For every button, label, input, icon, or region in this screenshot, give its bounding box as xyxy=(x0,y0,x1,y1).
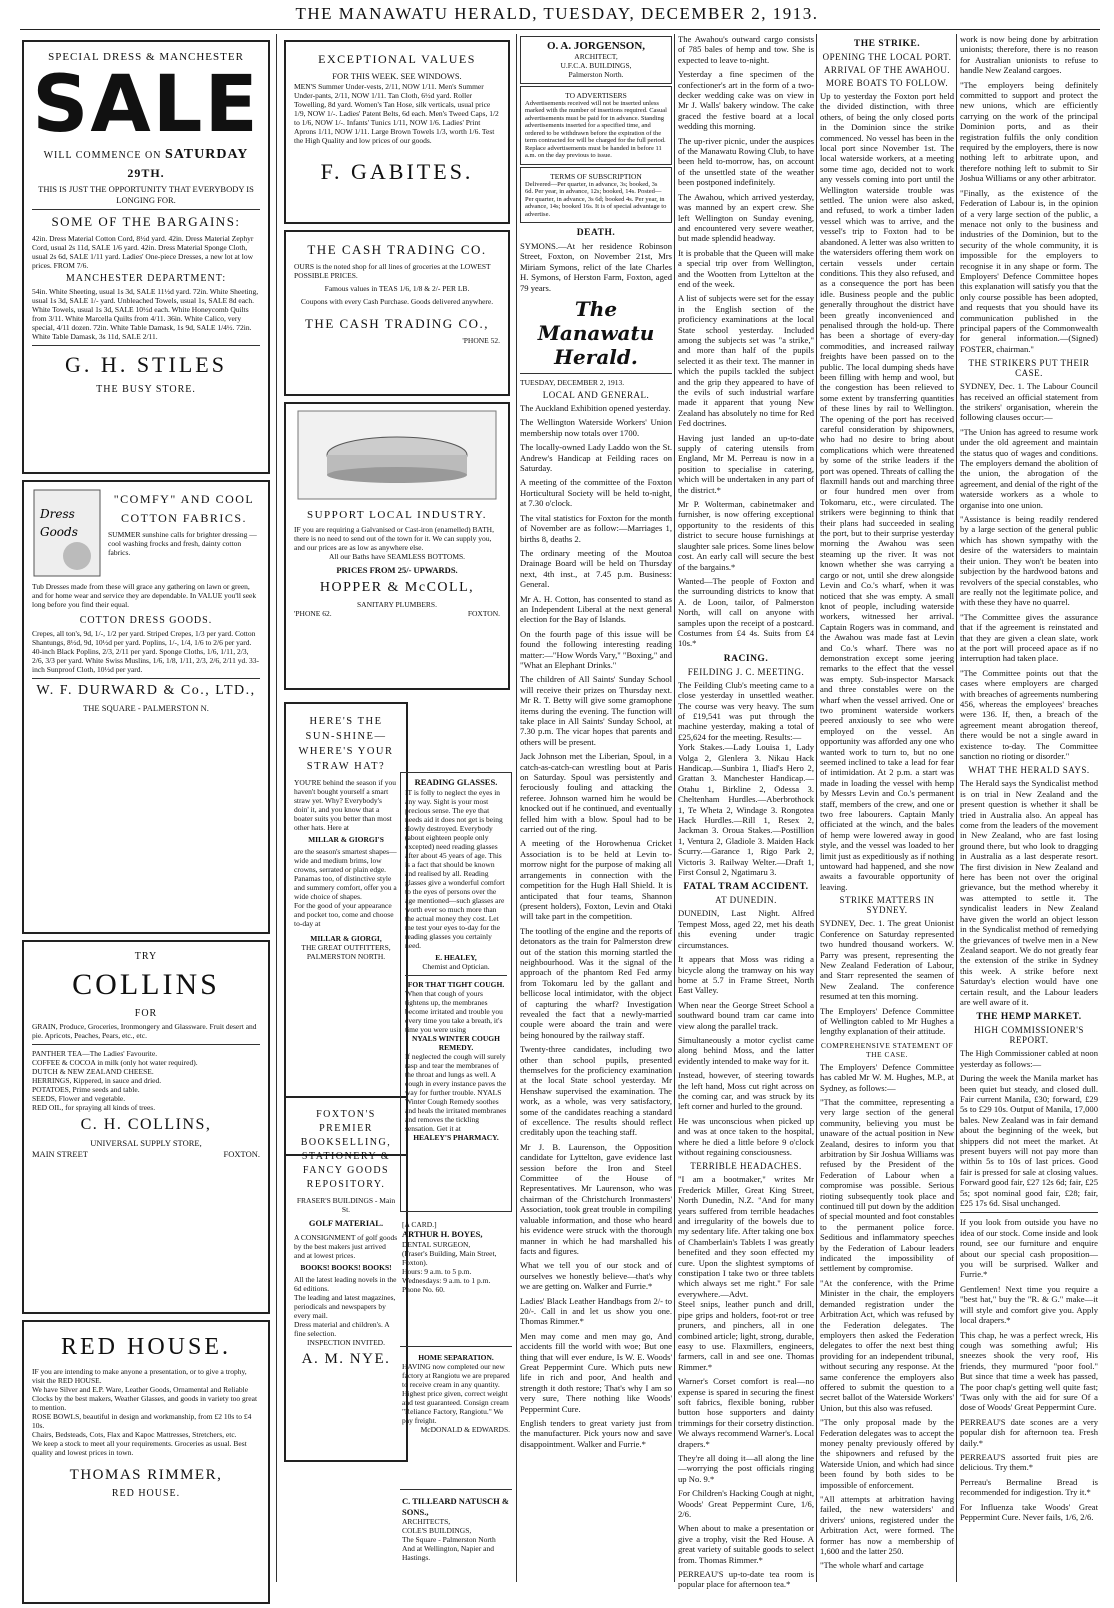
jorgenson-name: O. A. JORGENSON, xyxy=(546,40,646,52)
news-item: Steel snips, leather punch and drill, pipe grips and holders, foot-rot or tree pruners, and pinchers, all in one combined article; light, strong, durable, easy to use. Flaxmillers, engineers, farmers, call in and see one. Thomas Rimmer.* xyxy=(678,1299,814,1372)
masthead-rule xyxy=(20,29,1100,30)
sale-note: THIS IS JUST THE OPPORTUNITY THAT EVERYBODY IS LONGING FOR. xyxy=(38,184,254,205)
cough-title: FOR THAT TIGHT COUGH. xyxy=(407,979,505,989)
rimmer-advert xyxy=(22,1320,270,1604)
list-item: RED OIL, for spraying all kinds of trees. xyxy=(32,1103,156,1112)
hopper-advert xyxy=(284,402,510,690)
feilding-text: The Feilding Club's meeting came to a close yesterday in unsettled weather. The course was very heavy. The sum of £19,541 was put through the machine yesterday, making a total of £25,624 for the meeting. Results:— xyxy=(678,679,814,742)
sale-day: SATURDAY xyxy=(164,147,249,162)
news-item: "At the conference, with the Prime Minister in the chair, the employers demanded registration under the Arbitration Act, which was refused by the Federation delegates. The employers then asked the Federation delegates to offer the next best thing providing for an independent tribunal, without securing any response. At the same conference the employers also offered to submit the question to a secret ballot of the Waterside Workers' Union, but this also was refused. xyxy=(820,1277,954,1413)
cash-trading-phone: 'PHONE 52. xyxy=(462,336,500,345)
news-item: It appears that Moss was riding a bicycle along the tramway on his way home at 5.7 in Frame Street, North East Valley. xyxy=(678,954,814,996)
millar-giorgi-advert xyxy=(284,702,408,1156)
local-news xyxy=(520,403,672,1449)
hopper-title: SUPPORT LOCAL INDUSTRY. xyxy=(306,509,488,521)
teas-price: Famous values in TEAS 1/6, 1/8 & 2/- PER LB. xyxy=(324,284,470,293)
cash-trading-title: THE CASH TRADING CO. xyxy=(307,242,487,257)
news-item: The Auckland Exhibition opened yesterday. xyxy=(520,403,671,414)
news-item: The Awahou's outward cargo consists of 785 bales of hemp and tow. She is expected to leave to-night. xyxy=(678,34,814,65)
cash-trading-text: OURS is the noted shop for all lines of groceries at the LOWEST POSSIBLE PRICES. xyxy=(294,262,491,280)
news-item: Gentlemen! Next time you require a "best hat," buy the "R. & G." make—it will style and comfort give you. Apply local drapers.* xyxy=(960,1283,1098,1326)
terms-text: Delivered—Per quarter, in advance, 3s; booked, 3s 6d. Per year, in advance, 12s; booked, 14s. Posted—Per quarter, in advance, 3s 6d; booked 4s. Per year, in advance, 14s; booked 16s. It is of special advantage to advertise. xyxy=(525,180,667,218)
reading-glasses-title: READING GLASSES. xyxy=(414,777,498,787)
news-item: "All attempts at arbitration having failed, the new watersiders' and drivers' unions, registered under the Arbitration Act, were formed. The former has now a membership of 1,600 and the latter 250. xyxy=(820,1494,954,1557)
news-item: They're all doing it—all along the line—worrying the post officials ringing up No. 9.* xyxy=(678,1452,814,1484)
to-advertisers-title: TO ADVERTISERS xyxy=(565,90,627,100)
arrival-heading: ARRIVAL OF THE AWAHOU. xyxy=(823,65,951,75)
news-item: If you look from outside you have no idea of our stock. Come inside and look round, see our furniture and enquire about our special cash proposition—you will be surprised. Walker and Furrie.* xyxy=(960,1217,1098,1280)
svg-text:Dress: Dress xyxy=(40,507,75,521)
hopper-name: HOPPER & McCOLL, xyxy=(319,579,475,595)
millar-text-3: Panamas too, of distinctive style and summery comfort, offer you a wide choice of shapes. xyxy=(294,874,397,901)
news-item: A meeting of the committee of the Foxton Horticultural Society will be held to-night, at 7.30 o'clock. xyxy=(520,477,672,509)
rimmer-text-2: We have Silver and E.P. Ware, Leather Goods, Ornamental and Reliable Clocks by the best makers, Weather Glasses, and goods in variety too great to mention. xyxy=(32,1385,258,1412)
nye-text-4: Dress material and children's. A fine selection. xyxy=(294,1319,390,1338)
nye-text-1: A CONSIGNMENT of golf goods by the best makers just arrived and at lowest prices. xyxy=(294,1232,398,1260)
news-item: The Awahou, which arrived yesterday, was manned by an expert crew. She left Wellington on Sunday evening, and encountered very severe weather, but made splendid headway. xyxy=(678,191,814,244)
manchester-heading: MANCHESTER DEPARTMENT: xyxy=(65,273,227,284)
nye-title: FOXTON'S PREMIER BOOKSELLING, STATIONERY & FANCY GOODS REPOSITORY. xyxy=(300,1109,392,1190)
column-6 xyxy=(820,34,954,1584)
millar-name-2: MILLAR & GIORGI, xyxy=(310,934,382,943)
race-results: York Stakes.—Lady Louisa 1, Lady Volga 2, Glenlera 3. Nikau Hack Handicap.—Sunbira 1, Iliad's Hero 2, Grattan 3. Manchester Handicap.—Otahu 1, Birkline 2, Odessa 3. Cheltenham Hurdles.—Aberbrothock 1, Te Wheta 2, Windage 3. Rongotea Hack Hurdles.—Rill 1, Resex 2, Jackman 3. Oroua Stakes.—Postillion 1, Ventura 2, Gladiole 3. Maiden Hack Scurry.—Garance 1, Rigo Park 2, Victoris 3. Railway Welter.—Draft 1, First Consul 2, Ngatimaru 3. xyxy=(678,742,814,878)
column-rule xyxy=(674,34,675,1582)
news-item: The High Commissioner cabled at noon yesterday as follows:— xyxy=(960,1048,1098,1069)
healey-text-3: If neglected the cough will surely rasp and tear the membranes of the throat and lungs as well. A cough in every instance paves the way for further trouble. NYALS Winter Cough Remedy soothes and heals the irritated membranes and removes the tickling sensation. Get it at xyxy=(405,1051,507,1133)
news-item: Mr A. H. Cotton, has consented to stand as an Independent Liberal at the next general election for the Bay of Islands. xyxy=(520,593,672,625)
death-notice: SYMONS.—At her residence Robinson Street, Foxton, on November 21st, Mrs Miriam Symons, relict of the late Charles H. Symons, of Herston Farm, Foxton, aged 79 years. xyxy=(520,241,672,293)
collins-firm: C. H. COLLINS, xyxy=(80,1116,212,1133)
news-item: "Finally, as the existence of the Federation of Labour is, in the opinion of a very large section of the public, a menace not only to the business and industries of the Dominion, but to the security of the whole community, it is impossible for the employers to recognise it in any shape or form. The Employers' Defence Committee hopes this explanation will satisfy you that the only course possible has been adopted, and requests that you should have its communication published in the principal papers of the Commonwealth for general information.—(Signed) FOSTER, chairman." xyxy=(960,187,1098,354)
home-separation-title: HOME SEPARATION. xyxy=(418,1353,494,1362)
tillard-advert xyxy=(400,1494,512,1608)
news-item: The Wellington Waterside Workers' Union membership now totals over 1700. xyxy=(520,417,672,438)
news-item: Yesterday a fine specimen of the confectioner's art in the form of a two-decker wedding cake was on view in Mr J. Walls' bakery window. The cake graced the festive board at a local wedding this morning. xyxy=(678,69,814,132)
column-1 xyxy=(18,34,274,1584)
news-item: Having just landed an up-to-date supply of catering utensils from England, Mr M. Perreau is now in a position to specialise in catering, which will be undertaken in any part of the district.* xyxy=(678,432,814,495)
strike-story: Up to yesterday the Foxton port held the divided distinction, with three others, of being the only closed ports in the Dominion since the strike commenced. No vessel has been in the local port since November 1st. The local waterside workers, at a meeting some time ago, decided not to work any vessels coming into port until the Wellington waterside trouble was settled. The union were also asked, and refused, to work a timber laden vessel which was to arrive, and the vessel's trip to Foxton had to be abandoned. A letter was also written to the watersiders offering them work on certain vessels under certain conditions. This they also refused, and as a consequence the port has been idle. Business people and the public generally throughout the district have been greatly inconvenienced and penalised through the hold-up. There has been a shortage of every-day commodities, and increased railway freights have been passed on to the public. The local dumping sheds have been filling with hemp and wool, but the congestion has been relieved to some extent by transferring quantities of these lines by rail to Wellington. The opening of the port has received careful consideration by shipowners, who had no desire to bring about complications which were threatened by some of the strike leaders if the port was opened. Threats of calling the flaxmill hands out and marching three or four hundred men over from Tokomaru, etc., were circulated. The strikers were beginning to think that their plans had succeeded in sealing the port, but to their surprise yesterday morning the Awahou was seen steaming up the river. It was not known whether she was carrying a cargo or not, until she drew alongside Levin and Co.'s wharf, when it was noticed that she was empty. A small knot of people, including waterside workers, witnessed her arrival. Captain Rogers was in command, and the Awahou was made fast at Levin and Co.'s wharf. There was no demonstration except some jeering remarks to the effect that the vessel was empty. Sub-inspector Marsack and three constables were on the wharf when the vessel arrived. One or two prominent waterside workers peered anxiously to see who were employed on the vessel. An opportunity was afforded any one who wanted work to turn to, but no one seemed inclined to take a lead for fear of intimidation. At 2 p.m. a start was made in loading the vessel with hemp by Messrs Levin and Co.'s permanent staff, members of the crew, and one or two free labourers. Captain Manly officiated at the winch, and the bales of hemp were lowered away in good style, and the vessel was loaded to her limit just as expeditiously as if nothing untoward had happened, and she now awaits a favourable opportunity of leaving. xyxy=(820,91,954,892)
news-item: Instead, however, of steering towards the left hand, Moss cut right across on the coming car, and was struck by its left corner and hurled to the ground. xyxy=(678,1070,814,1112)
news-item: The children of All Saints' Sunday School will receive their prizes on Thursday next. Mr R. T. Betty will give some gramophone items during the evening. The function will take place in All Saints' Sunday School, at 7.30 p.m. The vicar hopes that parents and others will be present. xyxy=(520,674,672,747)
cotton-goods-heading: COTTON DRESS GOODS. xyxy=(79,615,213,626)
sydney-strike-story xyxy=(820,918,954,1036)
column-rule xyxy=(276,34,277,1582)
news-item: A meeting of the Horowhenua Cricket Association is to be held at Levin to-morrow night for the purpose of making all arrangements in connection with the competition for the Hugh Hall Shield. It is anticipated that four teams, Shannon (present holders), Foxton, Levin and Otaki will take part in the competition. xyxy=(520,838,672,922)
dress-goods-illustration-icon xyxy=(32,488,102,578)
news-item: He was unconscious when picked up and was at once taken to the hospital, where he died a little before 9 o'clock without regaining consciousness. xyxy=(678,1115,814,1157)
news-item: When near the George Street School a southward bound tram car came into view along the parallel track. xyxy=(678,999,814,1031)
news-item: "That the committee, representing a very large section of the general community, believing you must be unaware of the actual position in New Zealand, desires to inform you that arbitration by Sir Joshua Williams was refused by the President of the Federation of Labour when a compromise was possible. Serious rioting subsequently took place and continued till put down by the addition of special mounted and foot constables to the permanent police force. Seditious and inflammatory speeches by the Federation of Labour leaders indicated the impossibility of settlement by compromise. xyxy=(820,1096,954,1274)
gabites-text: MEN'S Summer Under-vests, 2/11, NOW 1/11. Men's Summer Under-pants, 2/11, NOW 1/11. Tan Cloth, 6½d yard. Roller Towelling, 8d yard. Women's Tan Hose, silk verticals, usual price 1/9, NOW 1/-. Ladies' Patent Belts, 6d each. Men's Tweed Caps, 1/2 to 1/6, NOW 1/-. Infants' Tunics 1/11, NOW 1/6. Ladies' Print Aprons 1/11, NOW 1/11. Large Brown Towels 1/3, worth 1/6. Test the High Quality and low prices of our goods. xyxy=(294,81,499,145)
bath-illustration-icon xyxy=(297,410,497,500)
cotton-goods-list: Crepes, all ton's, 9d, 1/-, 1/2 per yard. Striped Crepes, 1/3 per yard. Cotton Shantungs, 8½d, 9d, 10½d per yard. Poplins, 1/-, 1/4, 1/6 to 2/6 per yard. 40-inch Black Poplins, 2/3, 2/11 per yard. Sponge Cloths, 1/6, 1/11, 2/3, 2/6, 3/3 per yard. White Swiss Muslins, 1/6, 1/8, 1/11, 2/3, 2/6, 2/11 yd. 33-inch Sunproof Cloth, 10½d per yard. xyxy=(32,629,260,674)
strike-heading: THE STRIKE. xyxy=(853,39,921,49)
list-item: POTATOES, Prime seeds and table. xyxy=(32,1085,140,1094)
healey-trade: Chemist and Optician. xyxy=(422,961,490,971)
millar-outfitters: THE GREAT OUTFITTERS, xyxy=(301,943,391,952)
durward-advert xyxy=(22,480,270,934)
hopper-text-2: All our Baths have SEAMLESS BOTTOMS. xyxy=(328,552,466,561)
jorgenson-advert xyxy=(520,36,672,84)
hemp-market-heading: THE HEMP MARKET. xyxy=(976,1012,1082,1023)
to-advertisers-text: Advertisements received will not be inserted unless marked with the number of insertions required. Casual advertisements must be paid for in advance. Standing advertisements inserted for a specified time, and ordered to be withdrawn before the expiration of the term contracted for will be charged for the full period. Replace advertisements must be handed in before 11 a.m. on the day previous to issue. xyxy=(525,99,667,159)
boyes-hours: Hours: 9 a.m. to 5 p.m. Wednesdays: 9 a.m. to 1 p.m. xyxy=(402,1266,491,1285)
collins-town: FOXTON. xyxy=(223,1148,260,1159)
local-general-heading: LOCAL AND GENERAL. xyxy=(542,390,650,401)
issue-date: TUESDAY, DECEMBER 2, 1913. xyxy=(520,378,625,388)
inspection-invited: INSPECTION INVITED. xyxy=(307,1337,385,1347)
hopper-phone: 'PHONE 62. xyxy=(294,608,332,618)
news-item: "Assistance is being readily rendered by a large section of the general public which has shown sympathy with the desire of the watersiders to maintain their union. They won't be beaten into subjection by the hardwood batons and revolvers of the special constables, who are really not the legitimate police, and with these they have no quarrel. xyxy=(960,514,1098,608)
mcdonald-advert xyxy=(400,1351,512,1485)
news-item: "The only proposal made by the Federation delegates was to accept the money penalty previously offered by the shipowners and refused by the Waterside Union, and which had since been found by both sides to be impossible of enforcement. xyxy=(820,1417,954,1490)
herald-title: The Manawatu Herald. xyxy=(537,297,655,370)
nye-name: A. M. NYE. xyxy=(301,1350,391,1367)
column-rule xyxy=(516,34,517,1582)
jorgenson-building: U.F.C.A. BUILDINGS, xyxy=(560,60,632,70)
list-item: HERRINGS, Kippered, in sauce and dried. xyxy=(32,1076,162,1085)
news-item: "The whole wharf and cartage xyxy=(820,1560,924,1571)
news-item: It is probable that the Queen will make a special trip over from Wellington, and the Wootten from Lyttelton at the end of the week. xyxy=(678,247,814,289)
racing-heading: RACING. xyxy=(723,653,769,664)
news-item: SYDNEY, Dec. 1. The Labour Council has received an official statement from the strikers' organisation, wherein the following clauses occur:— xyxy=(960,381,1098,423)
boyes-name: ARTHUR H. BOYES, xyxy=(402,1229,483,1239)
golf-heading: GOLF MATERIAL. xyxy=(308,1218,384,1228)
healey-column xyxy=(400,772,512,1608)
news-item: The locally-owned Lady Laddo won the St. Andrew's Handicap at Feilding races on Saturday. xyxy=(520,442,672,474)
healey-advert xyxy=(400,772,512,1212)
shipping-news xyxy=(678,34,814,649)
tram-accident-story xyxy=(678,908,814,1157)
strikers-heading: THE STRIKERS PUT THEIR CASE. xyxy=(968,358,1090,379)
death-heading: DEATH. xyxy=(576,228,616,238)
collins-name: COLLINS xyxy=(72,968,220,1001)
rimmer-text-3: ROSE BOWLS, beautiful in design and workmanship, from £2 10s to £4 10s. xyxy=(32,1412,252,1430)
for-text: FOR xyxy=(134,1008,158,1019)
boyes-trade: DENTAL SURGEON, xyxy=(402,1239,471,1249)
remedy-name: NYALS WINTER COUGH REMEDY. xyxy=(412,1033,500,1052)
column-5-ads xyxy=(678,1299,814,1590)
news-item: Mr J. B. Laurenson, the Opposition candidate for Lyttelton, gave evidence last session before the Iron and Steel Committee of the House of Representatives. Mr Laurenson, who was chairman of the Christchurch Ironmasters' Association, took great trouble in compiling valuable information, and those who heard his evidence were struck with the thorough manner in which he had marshalled his facts and figures. xyxy=(520,1141,672,1256)
millar-town: PALMERSTON NORTH. xyxy=(306,952,386,961)
healey-pharmacy: HEALEY'S PHARMACY. xyxy=(413,1132,499,1142)
strikers-story xyxy=(960,381,1098,761)
durward-title-1: "COMFY" AND COOL xyxy=(113,492,255,506)
news-item: The up-river picnic, under the auspices of the Manawatu Rowing Club, to have been held to-morrow, has, on account of the unsettled state of the weather been postponed indefinitely. xyxy=(678,135,814,188)
coupons-text: Coupons with every Cash Purchase. Goods delivered anywhere. xyxy=(300,297,494,306)
tillard-name: C. TILLEARD NATUSCH & SONS., xyxy=(402,1496,509,1517)
millar-text-4: For the good of your appearance and pocket too, come and choose to-day at xyxy=(294,901,394,928)
svg-text:Goods: Goods xyxy=(40,525,78,539)
news-item: Warner's Corset comfort is real—no expense is spared in securing the finest soft fabrics, flexible boning, rubber button hose supporters and dainty trimmings for their corsetry distinction. We always recommend Warner's. Local drapers.* xyxy=(678,1376,814,1449)
terms-title: TERMS OF SUBSCRIPTION xyxy=(550,171,642,181)
hemp-market-story xyxy=(960,1048,1098,1208)
millar-title: HERE'S THE SUN-SHINE— WHERE'S YOUR STRAW HAT? xyxy=(298,716,394,772)
masthead: THE MANAWATU HERALD, TUESDAY, DECEMBER 2, 1913. xyxy=(295,4,819,23)
collins-item-list xyxy=(32,1049,260,1112)
healey-text-1: IT is folly to neglect the eyes in any way. Sight is your most precious sense. The eye that needs aid it does not get is being slowly destroyed. Everybody (about eighteen people only excepted) need reading glasses after about 45 years of age. This is a fact that should be known and realised by all. Reading glasses give a wonderful comfort to the eyes of persons over the age mentioned—such glasses are worth ever so much more than the actual money they cost. Let me test your eyes to-day for the reading glasses you certainly need. xyxy=(405,787,505,950)
healey-text-2: When that cough of yours tightens up, the membranes become irritated and trouble you every time you take a breath, it's time you were using xyxy=(405,988,503,1034)
collins-advert xyxy=(22,940,270,1314)
durward-text-2: Tub Dresses made from these will grace any gathering on lawn or green, and for home wear and service they are dependable. In VALUE you'll seek long before you find their equal. xyxy=(32,582,257,609)
news-item: The vital statistics for Foxton for the month of November are as follow:—Marriages 1, births 8, deaths 2. xyxy=(520,512,672,544)
durward-title-2: COTTON FABRICS. xyxy=(120,511,248,525)
news-item: Ladies' Black Leather Handbags from 2/- to 20/-. Call in and let us show you one. Thomas Rimmer.* xyxy=(520,1295,672,1327)
column-4 xyxy=(520,34,672,1584)
headaches-heading: TERRIBLE HEADACHES. xyxy=(690,1161,802,1172)
gabites-advert xyxy=(284,40,510,224)
news-item: During the week the Manila market has been quiet but steady, and closed dull. Fair current Manila, £30; forward, £29 5s to £29 10s. Output of Manila, 17,000 bales. New Zealand was in fair demand about the beginning of the week, but shippers did not meet the market. At present buyers will not pay more than within 5s to 10s of last prices. Good fair is pressed for sale at closing values. Forward good fair, £27 12s 6d; fair, £25 5s; spot nominal good fair, £28; fair, £25 17s 6d. Sisal unchanged. xyxy=(960,1073,1098,1209)
news-item: On the fourth page of this issue will be found the following interesting reading matter:—"How Words Vary," "Boxing," and "What an Elephant Drinks." xyxy=(520,628,672,670)
rimmer-house: RED HOUSE. xyxy=(111,1488,181,1499)
news-item: work is now being done by arbitration unionists; therefore, there is no reason for Australian unionists to refuse to handle New Zealand cargoes. xyxy=(960,34,1098,76)
sale-headline: SALE xyxy=(32,60,260,150)
opening-port-heading: OPENING THE LOCAL PORT. xyxy=(822,52,952,62)
subscription-terms xyxy=(520,167,672,224)
manchester-list: 54in. White Sheeting, usual 1s 3d, SALE 11½d yard. 72in. White Sheeting, usual 1s 3d, SALE 1/- yard. Unbleached Towels, usual 1s, SALE 8d each. White Towels, usual 1s 3d, SALE 10½d each. White Honeycomb Quilts from 3/11. White Marcella Quilts from 4/11. 36in. White Calico, very special, 4/11 dozen. 72in. White Table Damask, 1s 9d, SALE 1/4½. 72in. White Table Damask, 3s 11d, SALE 2/11. xyxy=(32,287,259,341)
news-item: Simultaneously a motor cyclist came along behind Moss, and the latter evidently intended to make way for it. xyxy=(678,1034,814,1066)
news-item: PERREAU'S up-to-date tea room is popular place for afternoon tea.* xyxy=(678,1569,814,1590)
healey-name: E. HEALEY, xyxy=(435,952,477,962)
column-rule xyxy=(956,34,957,1582)
news-item: "The employers being definitely committed to support and protect the new unions, which are efficiently carrying on the work of the principal Dominion ports, and as their registration fulfils the only condition required by the employers, there is now nothing left to arbitrate upon, and therefore nothing left to submit to Sir Joshua Williams or any other arbitrator. xyxy=(960,79,1098,184)
feilding-heading: FEILDING J. C. MEETING. xyxy=(687,666,805,677)
news-item: This chap, he was a perfect wreck, His cough was something awful; His sneezes shook the very roof, His friends, they murmured "poor fool." But since that time a week has passed, The poor chap's getting well quite fast; 'Twas only with the aid for sure Of a dose of Woods' Great Peppermint Cure. xyxy=(960,1329,1098,1413)
gabites-name: F. GABITES. xyxy=(320,158,474,184)
collins-store: UNIVERSAL SUPPLY STORE, xyxy=(90,1138,202,1148)
sydney-strike-heading: STRIKE MATTERS IN SYDNEY. xyxy=(839,895,935,916)
millar-text-1: YOU'RE behind the season if you haven't bought yourself a smart straw yet. Why? Everybody's doin' it, and you know that a boater suits you better than most other hats. Here at xyxy=(294,778,396,832)
commence-text: WILL COMMENCE ON xyxy=(43,150,162,161)
news-item: The Employers' Defence Committee of Wellington cabled to Mr Hughes a lengthy explanation of their attitude. xyxy=(820,1005,954,1037)
jorgenson-trade: ARCHITECT, xyxy=(574,51,618,61)
nye-advert xyxy=(284,1096,408,1462)
sale-date: 29TH. xyxy=(127,166,165,180)
tillard-building: COLE'S BUILDINGS, xyxy=(402,1526,472,1535)
tillard-trade: ARCHITECTS, xyxy=(402,1517,451,1526)
red-house-title: RED HOUSE. xyxy=(60,1334,231,1360)
tillard-location: The Square - Palmerston North xyxy=(402,1535,496,1544)
tillard-also: And at Wellington, Napier and Hastings. xyxy=(402,1544,494,1562)
news-item: "The Committee gives the assurance that if the agreement is reinstated and that they are given a clean slate, work at the port will proceed apace as if no interruption had taken place. xyxy=(960,611,1098,664)
news-item: SYDNEY, Dec. 1. The great Unionist Conference on Saturday represented two hundred thousand workers. W. Parry was present, representing the New Zealand Federation of Labour, and Starr represented the seamen of New Zealand. The conference resumed at ten this morning. xyxy=(820,918,954,1002)
rimmer-name: THOMAS RIMMER, xyxy=(69,1467,223,1483)
news-item: Twenty-three candidates, including two other than school pupils, presented themselves for the proficiency examination at the local State school yesterday. Mr Henshaw supervised the examination. The work, as a whole, was very satisfactory, some of the candidates reaching a standard of excellence. The results should reflect creditably upon the teaching staff. xyxy=(520,1044,672,1138)
boyes-phone: Phone No. 60. xyxy=(402,1284,445,1294)
try-text: TRY xyxy=(134,951,158,962)
high-commissioner-heading: HIGH COMMISSIONER'S REPORT. xyxy=(974,1025,1084,1046)
rimmer-text-5: We keep a stock to meet all your requirements. Groceries as usual. Best quality and lowest prices in town. xyxy=(32,1439,247,1457)
bargains-heading: SOME OF THE BARGAINS: xyxy=(51,214,241,229)
millar-text-2: are the season's smartest shapes—wide and medium brims, low crowns, serrated or plain edge. xyxy=(294,847,397,874)
nye-text-2: All the latest leading novels in the 6d editions. xyxy=(294,1274,397,1293)
durward-name: W. F. DURWARD & Co., LTD., xyxy=(36,683,256,698)
hopper-town: FOXTON. xyxy=(467,608,500,618)
hopper-text: IF you are requiring a Galvanised or Cast-iron (enamelled) BATH, there is no need to send out of the town for it. We can supply you, and our prices are as low as anywhere else. xyxy=(294,525,494,552)
news-item: When about to make a presentation or give a trophy, visit the Red House. A great variety of suitable goods to select from. Thomas Rimmer.* xyxy=(678,1523,814,1565)
news-item: DUNEDIN, Last Night. Alfred Tempest Moss, aged 22, met his death this evening under tragic circumstances. xyxy=(678,908,814,950)
news-item: The ordinary meeting of the Moutoa Drainage Board will be held on Thursday next, 4th inst., at 7.45 p.m. Business: General. xyxy=(520,547,672,590)
bargain-list: 42in. Dress Material Cotton Cord, 8½d yard. 42in. Dress Material Zephyr Cord, usual 2s 11d, SALE 1/6 yard. 42in. Dress Material Sponge Cloth, usual 2s 6d, SALE 1/11 yard. Ladies' One-piece Dresses, a new lot at low prices. FROM 7/6. xyxy=(32,234,254,270)
boyes-address: (Fraser's Building, Main Street, Foxton). xyxy=(402,1248,497,1267)
jorgenson-town: Palmerston North. xyxy=(568,69,624,79)
news-item: PERREAU'S assorted fruit pies are delicious. Try them.* xyxy=(960,1451,1098,1473)
column-rule xyxy=(816,34,817,1582)
list-item: DUTCH & NEW ZEALAND CHEESE. xyxy=(32,1067,154,1076)
mcdonald-name: McDONALD & EDWARDS. xyxy=(420,1425,510,1434)
news-item: PERREAU'S date scones are a very popular dish for afternoon tea. Fresh daily.* xyxy=(960,1416,1098,1448)
news-item: Jack Johnson met the Liberian, Spoul, in a catch-as-catch-can wrestling bout at Paris on Saturday. Spoul was persistently and ferociously fouling and attacking the referee. Johnson warned him he would be knocked out if he continued, and eventually felled him with a blow. Spoul had to be carried out of the ring. xyxy=(520,751,672,835)
hopper-prices: PRICES FROM 25/- UPWARDS. xyxy=(336,565,458,575)
herald-says-heading: WHAT THE HERALD SAYS. xyxy=(968,765,1090,776)
cash-trading-advert xyxy=(284,230,510,396)
tram-accident-heading: FATAL TRAM ACCIDENT. xyxy=(683,882,809,893)
hopper-trade: SANITARY PLUMBERS. xyxy=(357,599,437,609)
list-item: PANTHER TEA—The Ladies' Favourite. xyxy=(32,1049,158,1058)
news-item: The Employers' Defence Committee has cabled Mr W. M. Hughes, M.P., at Sydney, as follows:— xyxy=(820,1061,954,1093)
durward-text-1: SUMMER sunshine calls for brighter dressing — cool washing frocks and fresh, dainty cotton fabrics. xyxy=(108,530,257,557)
gabites-title: EXCEPTIONAL VALUES xyxy=(318,52,476,66)
collins-text: GRAIN, Produce, Groceries, Ironmongery and Glassware. Fruit desert and pie. Apricots, Peaches, Pears, etc., etc. xyxy=(32,1022,257,1040)
news-item: A list of subjects were set for the essay in the English section of the proficiency examinations at the local State school yesterday. Included among the subjects set was "a strike," and more than half of the pupils selected it as their text. The manner in which the pupils tackled the subject and the grip they appeared to have of the evils of such industrial warfare made it apparent that young New Zealand has absolutely no time for Red Fed doctrines. xyxy=(678,293,814,429)
news-item: Wanted—The people of Foxton and the surrounding districts to know that A. de Loon, tailor, of Palmerston North, will call on anyone with samples upon the receipt of a postcard. Costumes from £4 4s. Suits from £4 10s.* xyxy=(678,575,814,649)
mcdonald-text: HAVING now completed our new factory at Rangiotu we are prepared to receive cream in any quantity. Highest price given, correct weight and test guaranteed. Consign cream "Reliance Factory, Rangiotu." We pay freight. xyxy=(402,1362,510,1425)
column-7-ads xyxy=(960,1217,1098,1522)
column-2 xyxy=(280,34,514,1584)
news-item: Perreau's Bermaline Bread is recommended for indigestion. Try it.* xyxy=(960,1476,1098,1498)
news-item: For Children's Hacking Cough at night, Woods' Great Peppermint Cure, 1/6, 2/6. xyxy=(678,1488,814,1519)
gabites-subtitle: FOR THIS WEEK. SEE WINDOWS. xyxy=(332,71,462,81)
more-boats-heading: MORE BOATS TO FOLLOW. xyxy=(825,78,949,88)
news-item: The tootling of the engine and the reports of detonators as the train for Palmerston drew out of the station this morning startled the neighbourhood. Was it the signal of the approach of the phantom Red Fed army from Tokomaru led by the gallant and bellicose local intimidator, with the object of capturing the wharf? Investigation revealed the fact that a newly-married couple were aboard the train and were being honoured by the railway staff. xyxy=(520,925,672,1040)
boyes-advert xyxy=(400,1218,512,1342)
books-heading: BOOKS! BOOKS! BOOKS! xyxy=(300,1262,392,1272)
herald-says-story: The Herald says the Syndicalist method is on trial in New Zealand and the present question is whether it shall be tried in Australia also. An appeal has come from the leaders of the movement in New Zealand, who are fast losing ground there, but who look to dragging in Australia as a last desperate resort. The first division in New Zealand and here has been not over the original grievance, but the method whereby it was attempted to settle it. The syndicalist leaders in New Zealand have given the world an object lesson in the Syndicalist method of remedying the grievances of twelve men in a New Zealand seaport. We do not greatly fear the extension of the strike in Sydney this week. A strike before next Saturday's election would have one certain result, and the Labour leaders are well aware of it. xyxy=(960,778,1098,1007)
collins-street: MAIN STREET xyxy=(32,1148,88,1159)
list-item: COFFEE & COCOA in milk (only hot water required). xyxy=(32,1058,198,1067)
news-item: English tenders to great variety just from the manufacturer. Pick yours now and save disappointment. Walker and Furrie.* xyxy=(520,1418,672,1449)
column-5 xyxy=(678,34,814,1590)
news-item: What we tell you of our stock and of ourselves we honestly believe—that's why we are getting on. Walker and Furrie.* xyxy=(520,1260,672,1292)
card-label: [A CARD.] xyxy=(402,1220,437,1229)
millar-name-1: MILLAR & GIORGI'S xyxy=(308,835,384,844)
news-item: "The Union has agreed to resume work under the old agreement and maintain the status quo of wages and conditions. The employers demand the abolition of the union, the abrogation of the agreement, and denial of the right of the waterside workers as a whole to organise into one union. xyxy=(960,426,1098,510)
headaches-text: "I am a bootmaker," writes Mr Frederick Miller, Great King Street, North Dunedin, N.Z. "And for many years suffered from terrible headaches and irregularity of the bowels due to my sedentary life. After taking one box of Chamberlain's Tablets I was greatly benefited and they soon effected my cure. Upon the slightest symptoms of constipation I take two or three tablets which always set me right." For sale everywhere.—Advt. xyxy=(678,1174,814,1299)
nye-text-3: The leading and latest magazines, periodicals and newspapers by every mail. xyxy=(294,1292,396,1320)
comprehensive-story xyxy=(820,1062,954,1571)
rimmer-text-4: Chairs, Bedsteads, Cots, Flax and Kapoc Mattresses, Stretchers, etc. xyxy=(32,1430,237,1439)
dunedin-subheading: AT DUNEDIN. xyxy=(715,895,777,906)
durward-address: THE SQUARE - PALMERSTON N. xyxy=(83,703,209,713)
advertisers-notice xyxy=(520,86,672,165)
stiles-name: G. H. STILES xyxy=(65,352,227,377)
rimmer-text-1: IF you are intending to make anyone a presentation, or to give a trophy, visit the RED HOUSE. xyxy=(32,1367,247,1385)
comprehensive-heading: COMPREHENSIVE STATEMENT OF THE CASE. xyxy=(820,1040,954,1059)
news-item: Mr P. Wolterman, cabinetmaker and furnisher, is now offering exceptional opportunity to the residents of this district to secure house furnishings at slaughter sale prices. Some lines below cost. An early call will secure the best of the bargains.* xyxy=(678,499,814,572)
stiles-store: THE BUSY STORE. xyxy=(96,384,196,395)
cash-trading-name: THE CASH TRADING CO., xyxy=(304,316,489,331)
strike-continuation xyxy=(960,34,1098,354)
nye-location: FRASER'S BUILDINGS - Main St. xyxy=(296,1196,396,1214)
news-item: "The Committee points out that the cases where employers are charged with breaches of agreements numbering 456, whereas the employees' breaches were 136. If, then, a breach of the agreement meant abrogation thereof, there would be not a single award in existence to-day. The Committee sanction no rioting or disorder." xyxy=(960,667,1098,761)
news-item: For Influenza take Woods' Great Peppermint Cure. Never fails, 1/6, 2/6. xyxy=(960,1501,1098,1522)
column-7 xyxy=(960,34,1098,1584)
list-item: SEEDS, Flower and vegetable. xyxy=(32,1094,126,1103)
news-item: Men may come and men may go, And accidents fill the world with woe; But one thing that will ever endure, Is W. E. Woods' Great Peppermint Cure. Which puts new life in rich and poor, And health and strength it doth restore; That's why I am so very sure, There nothing like Woods' Peppermint Cure. xyxy=(520,1330,672,1414)
stiles-advert xyxy=(22,40,270,474)
advert-title: SPECIAL DRESS & MANCHESTER xyxy=(48,51,244,63)
